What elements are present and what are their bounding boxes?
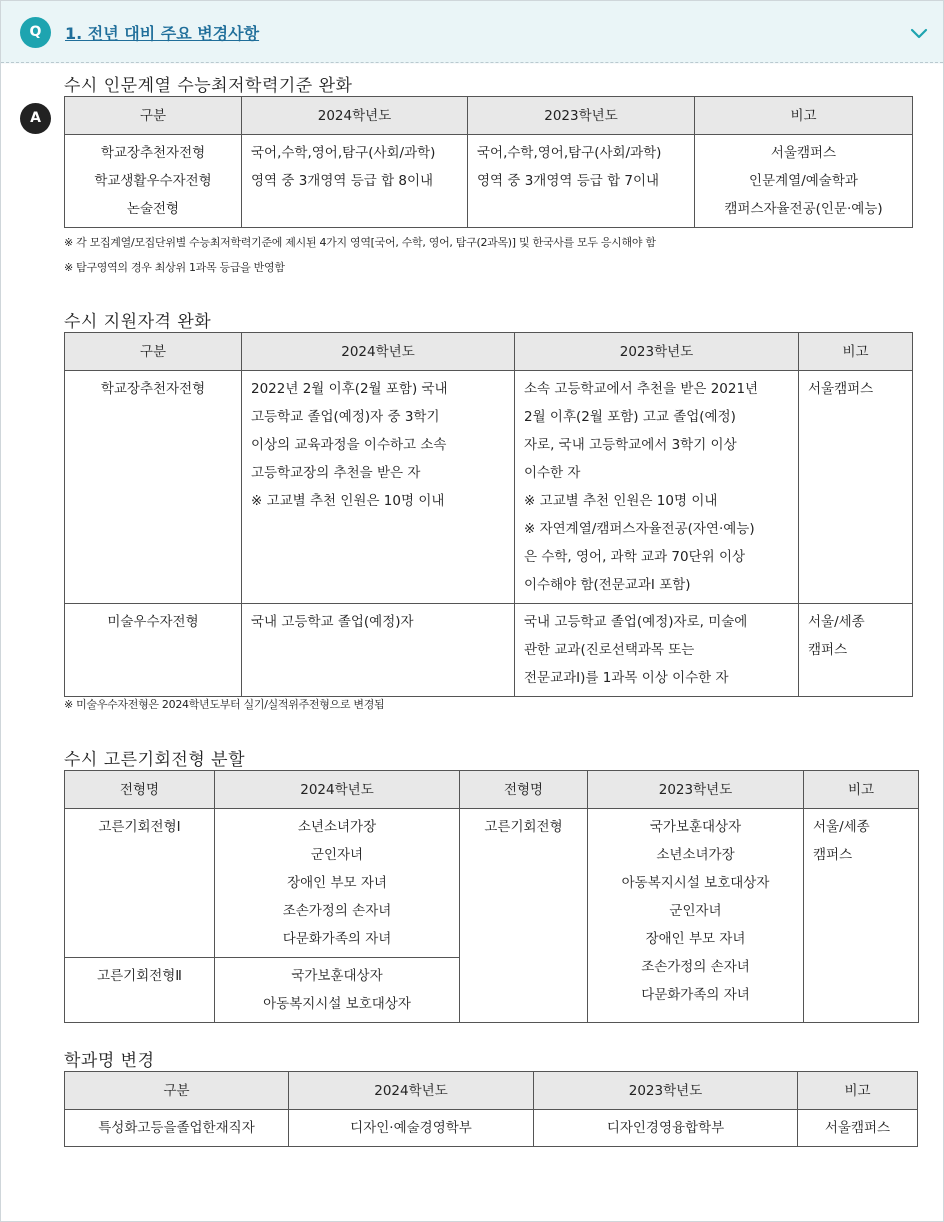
- table-header-row: [65, 333, 913, 371]
- cell-name-2024: 고른기회전형Ⅰ: [65, 809, 215, 958]
- section-title-eligibility: 수시 지원자격 완화: [64, 312, 212, 332]
- table-row: [65, 371, 913, 604]
- table-row: [65, 604, 913, 697]
- header-name-2023: 전형명: [460, 771, 588, 809]
- section-title-csat-minimum: 수시 인문계열 수능최저학력기준 완화: [64, 76, 353, 96]
- table-department-rename: [64, 1071, 918, 1147]
- header-category: 구분: [65, 97, 242, 135]
- cell-2024: 2022년 2월 이후(2월 포함) 국내 고등학교 졸업(예정)자 중 3학기 이상의 교육과정을 이수하고 소속 고등학교장의 추천을 받은 자 ※ 고교별 추천 인원은 10명 이내: [242, 371, 515, 604]
- cell-name-2023: 고른기회전형: [460, 809, 588, 1023]
- cell-category: 학교장추천자전형 학교생활우수자전형 논술전형: [65, 135, 242, 228]
- footnote: ※ 각 모집계열/모집단위별 수능최저학력기준에 제시된 4가지 영역[국어, 수학, 영어, 탐구(2과목)] 및 한국사를 모두 응시해야 함: [64, 236, 656, 249]
- header-name-2024: 전형명: [65, 771, 215, 809]
- answer-badge: A: [20, 103, 51, 134]
- chevron-down-icon[interactable]: [909, 23, 929, 43]
- cell-note: 서울캠퍼스 인문계열/예술학과 캠퍼스자율전공(인문·예능): [695, 135, 913, 228]
- header-2023: 2023학년도: [588, 771, 804, 809]
- table-row: [65, 1110, 918, 1147]
- question-badge: Q: [20, 17, 51, 48]
- cell-note: 서울/세종 캠퍼스: [804, 809, 919, 1023]
- question-header[interactable]: [1, 1, 943, 63]
- footnote: ※ 미술우수자전형은 2024학년도부터 실기/실적위주전형으로 변경됨: [64, 698, 385, 711]
- cell-note: 서울/세종 캠퍼스: [799, 604, 913, 697]
- table-row: [65, 135, 913, 228]
- header-note: 비고: [695, 97, 913, 135]
- header-category: 구분: [65, 1072, 289, 1110]
- section-title-department-rename: 학과명 변경: [64, 1051, 155, 1071]
- header-category: 구분: [65, 333, 242, 371]
- table-header-row: [65, 771, 919, 809]
- header-2024: 2024학년도: [289, 1072, 534, 1110]
- header-2023: 2023학년도: [534, 1072, 798, 1110]
- cell-2024: 소년소녀가장 군인자녀 장애인 부모 자녀 조손가정의 손자녀 다문화가족의 자녀: [215, 809, 460, 958]
- table-header-row: [65, 1072, 918, 1110]
- header-2024: 2024학년도: [242, 333, 515, 371]
- cell-category: 미술우수자전형: [65, 604, 242, 697]
- cell-2024: 국어,수학,영어,탐구(사회/과학) 영역 중 3개영역 등급 합 8이내: [242, 135, 468, 228]
- header-2024: 2024학년도: [242, 97, 468, 135]
- cell-category: 학교장추천자전형: [65, 371, 242, 604]
- section-title-equal-opportunity: 수시 고른기회전형 분할: [64, 750, 246, 770]
- cell-category: 특성화고등을졸업한재직자: [65, 1110, 289, 1147]
- cell-note: 서울캠퍼스: [798, 1110, 918, 1147]
- cell-2024: 국내 고등학교 졸업(예정)자: [242, 604, 515, 697]
- cell-2023: 국내 고등학교 졸업(예정)자로, 미술에 관한 교과(진로선택과목 또는 전문교과Ⅰ)를 1과목 이상 이수한 자: [515, 604, 799, 697]
- table-equal-opportunity: [64, 770, 919, 1023]
- cell-2023: 소속 고등학교에서 추천을 받은 2021년 2월 이후(2월 포함) 고교 졸업(예정) 자로, 국내 고등학교에서 3학기 이상 이수한 자 ※ 고교별 추천 인원은 10명 이내 ※ 자연계열/캠퍼스자율전공(자연·예능) 은 수학, 영어, 과학 교과 70단위 이상 이수해야 함(전문교과Ⅰ 포함): [515, 371, 799, 604]
- header-2023: 2023학년도: [468, 97, 695, 135]
- table-row: [65, 809, 919, 958]
- footnote: ※ 탐구영역의 경우 최상위 1과목 등급을 반영함: [64, 261, 285, 274]
- header-note: 비고: [804, 771, 919, 809]
- cell-2024: 디자인·예술경영학부: [289, 1110, 534, 1147]
- table-header-row: [65, 97, 913, 135]
- cell-note: 서울캠퍼스: [799, 371, 913, 604]
- header-note: 비고: [798, 1072, 918, 1110]
- cell-name-2024: 고른기회전형Ⅱ: [65, 958, 215, 1023]
- header-note: 비고: [799, 333, 913, 371]
- cell-2023: 디자인경영융합학부: [534, 1110, 798, 1147]
- cell-2024: 국가보훈대상자 아동복지시설 보호대상자: [215, 958, 460, 1023]
- header-2023: 2023학년도: [515, 333, 799, 371]
- header-2024: 2024학년도: [215, 771, 460, 809]
- table-csat-minimum: [64, 96, 913, 228]
- table-eligibility: [64, 332, 913, 697]
- question-title[interactable]: 1. 전년 대비 주요 변경사항: [65, 24, 260, 43]
- cell-2023: 국어,수학,영어,탐구(사회/과학) 영역 중 3개영역 등급 합 7이내: [468, 135, 695, 228]
- cell-2023: 국가보훈대상자 소년소녀가장 아동복지시설 보호대상자 군인자녀 장애인 부모 자녀 조손가정의 손자녀 다문화가족의 자녀: [588, 809, 804, 1023]
